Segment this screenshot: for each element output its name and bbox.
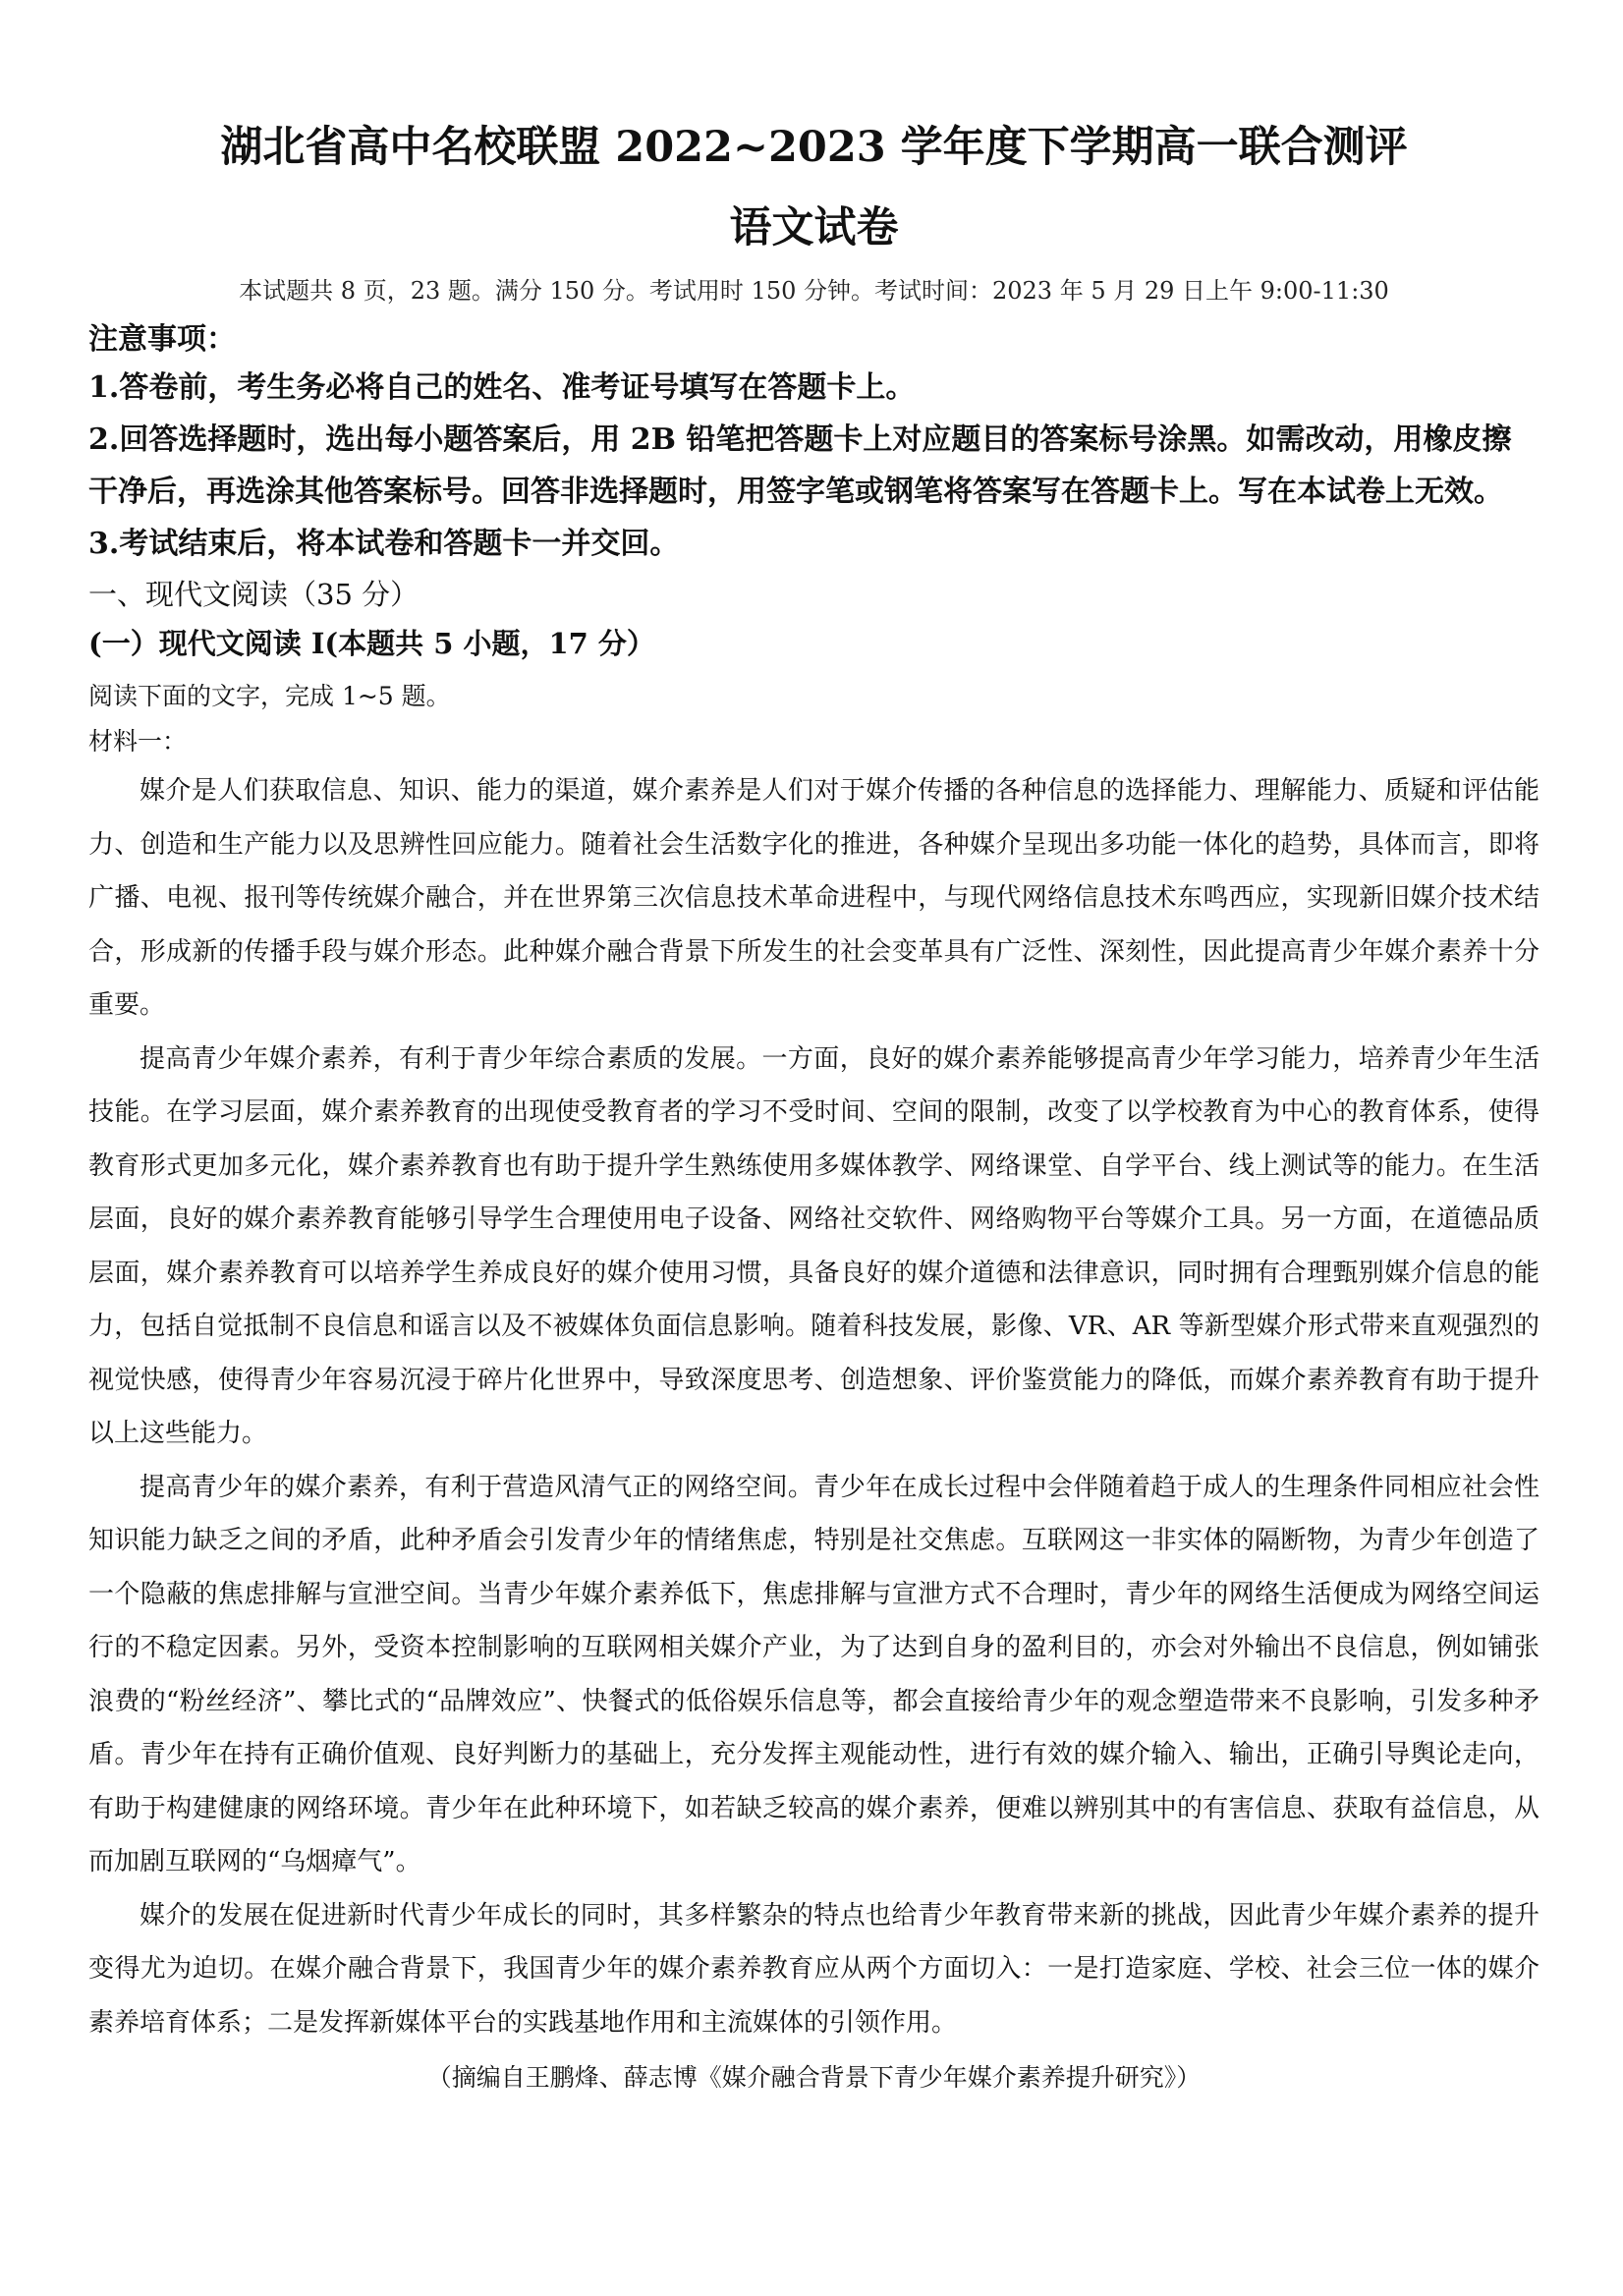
reading-instruction: 阅读下面的文字，完成 1~5 题。 [88, 682, 451, 710]
subsection-heading: (一）现代文阅读 I(本题共 5 小题，17 分） [88, 627, 655, 660]
passage-paragraph-4: 媒介的发展在促进新时代青少年成长的同时，其多样繁杂的特点也给青少年教育带来新的挑战，因此青少年媒介素养的提升变得尤为迫切。在媒介融合背景下，我国青少年的媒介素养教育应从两个方面切入：一是打造家庭、学校、社会三位一体的媒介素养培育体系；二是发挥新媒体平台的实践基地作用和主流媒体的引领作用。 [88, 1900, 1539, 2038]
passage-paragraph-1: 媒介是人们获取信息、知识、能力的渠道，媒介素养是人们对于媒介传播的各种信息的选择能力、理解能力、质疑和评估能力、创造和生产能力以及思辨性回应能力。随着社会生活数字化的推进，各种媒介呈现出多功能一体化的趋势，具体而言，即将广播、电视、报刊等传统媒介融合，并在世界第三次信息技术革命进程中，与现代网络信息技术东鸣西应，实现新旧媒介技术结合，形成新的传播手段与媒介形态。此种媒介融合背景下所发生的社会变革具有广泛性、深刻性，因此提高青少年媒介素养十分重要。 [88, 776, 1539, 1020]
exam-title: 湖北省高中名校联盟 2022~2023 学年度下学期高一联合测评 [220, 123, 1408, 172]
section-heading: 一、现代文阅读（35 分） [88, 578, 420, 611]
notice-heading: 注意事项： [88, 322, 236, 357]
notice-item-2: 2.回答选择题时，选出每小题答案后，用 2B 铅笔把答题卡上对应题目的答案标号涂黑。如需改动，用橡皮擦干净后，再选涂其他答案标号。回答非选择题时，用签字笔或钢笔将答案写在答题卡上。写在本试卷上无效。 [88, 422, 1512, 509]
notice-block [88, 318, 1539, 570]
passage-paragraph-3: 提高青少年的媒介素养，有利于营造风清气正的网络空间。青少年在成长过程中会伴随着趋于成人的生理条件同相应社会性知识能力缺乏之间的矛盾，此种矛盾会引发青少年的情绪焦虑，特别是社交焦虑。互联网这一非实体的隔断物，为青少年创造了一个隐蔽的焦虑排解与宣泄空间。当青少年媒介素养低下，焦虑排解与宣泄方式不合理时，青少年的网络生活便成为网络空间运行的不稳定因素。另外，受资本控制影响的互联网相关媒介产业，为了达到自身的盈利目的，亦会对外输出不良信息，例如铺张浪费的“粉丝经济”、攀比式的“品牌效应”、快餐式的低俗娱乐信息等，都会直接给青少年的观念塑造带来不良影响，引发多种矛盾。青少年在持有正确价值观、良好判断力的基础上，充分发挥主观能动性，进行有效的媒介输入、输出，正确引导舆论走向，有助于构建健康的网络环境。青少年在此种环境下，如若缺乏较高的媒介素养，便难以辨别其中的有害信息、获取有益信息，从而加剧互联网的“乌烟瘴气”。 [88, 1472, 1539, 1876]
passage-source: （摘编自王鹏烽、薛志博《媒介融合背景下青少年媒介素养提升研究》） [426, 2063, 1202, 2092]
notice-item-1: 1.答卷前，考生务必将自己的姓名、准考证号填写在答题卡上。 [88, 370, 916, 405]
passage-paragraph-2: 提高青少年媒介素养，有利于青少年综合素质的发展。一方面，良好的媒介素养能够提高青少年学习能力，培养青少年生活技能。在学习层面，媒介素养教育的出现使受教育者的学习不受时间、空间的限制，改变了以学校教育为中心的教育体系，使得教育形式更加多元化，媒介素养教育也有助于提升学生熟练使用多媒体教学、网络课堂、自学平台、线上测试等的能力。在生活层面，良好的媒介素养教育能够引导学生合理使用电子设备、网络社交软件、网络购物平台等媒介工具。另一方面，在道德品质层面，媒介素养教育可以培养学生养成良好的媒介使用习惯，具备良好的媒介道德和法律意识，同时拥有合理甄别媒介信息的能力，包括自觉抵制不良信息和谣言以及不被媒体负面信息影响。随着科技发展，影像、VR、AR 等新型媒介形式带来直观强烈的视觉快感，使得青少年容易沉浸于碎片化世界中，导致深度思考、创造想象、评价鉴赏能力的降低，而媒介素养教育有助于提升以上这些能力。 [88, 1043, 1539, 1448]
exam-subtitle: 语文试卷 [729, 203, 899, 252]
material-label: 材料一： [88, 727, 188, 756]
exam-info: 本试题共 8 页，23 题。满分 150 分。考试用时 150 分钟。考试时间：2023 年 5 月 29 日上午 9:00-11:30 [239, 277, 1389, 305]
reading-section [88, 570, 1539, 2100]
notice-item-3: 3.考试结束后，将本试卷和答题卡一并交回。 [88, 527, 680, 561]
